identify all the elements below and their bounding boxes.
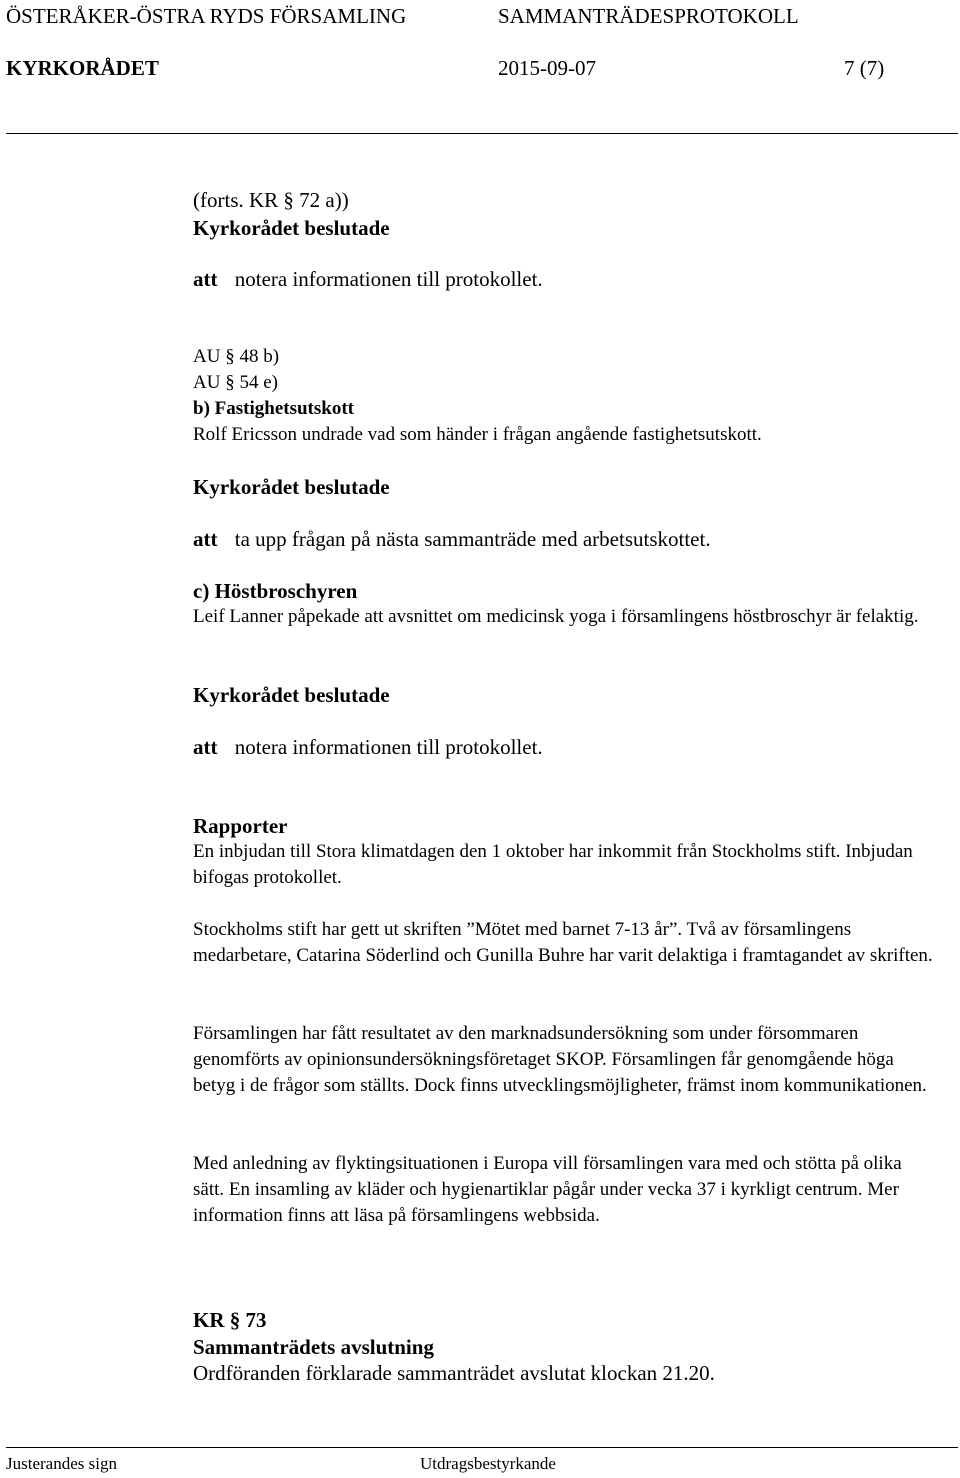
- paragraph-sign-icon: §: [229, 1308, 241, 1332]
- section-body: Ordföranden förklarade sammanträdet avslutat klockan 21.20.: [193, 1361, 715, 1385]
- page-number: 7 (7): [844, 56, 885, 80]
- paragraph-sign-icon: §: [225, 346, 235, 367]
- section-title: b) Fastighetsutskott: [193, 398, 354, 419]
- header-rule: [6, 133, 958, 134]
- section-ref: AU § 54 e): [193, 372, 278, 393]
- decision-heading: Kyrkorådet beslutade: [193, 475, 390, 499]
- decision-heading: Kyrkorådet beslutade: [193, 216, 390, 240]
- decision-line: att notera informationen till protokollet.: [193, 267, 543, 291]
- report-paragraph: Stockholms stift har gett ut skriften ”Mötet med barnet 7-13 år”. Två av församlingens medarbetare, Catarina Söderlind och Gunilla Buhre har varit delaktiga i framtagandet av skriften.: [193, 919, 933, 966]
- meeting-date: 2015-09-07: [498, 56, 596, 80]
- report-paragraph: Församlingen har fått resultatet av den marknadsundersökning som under försommaren genomförts av opinionsundersökningsföretaget SKOP. Församlingen får genomgående höga betyg i de frågor som ställts. Dock finns utvecklingsmöjligheter, främst inom kommunikationen.: [193, 1023, 927, 1096]
- document-type: SAMMANTRÄDESPROTOKOLL: [498, 4, 799, 28]
- decision-heading: Kyrkorådet beslutade: [193, 683, 390, 707]
- section-body: Leif Lanner påpekade att avsnittet om medicinsk yoga i församlingens höstbroschyr är felaktig.: [193, 606, 919, 627]
- decision-line: att notera informationen till protokollet.: [193, 735, 543, 759]
- paragraph-sign-icon: §: [283, 188, 294, 212]
- section-title: Rapporter: [193, 814, 288, 838]
- section-title: c) Höstbroschyren: [193, 579, 358, 603]
- section-ref: KR § 73: [193, 1308, 267, 1332]
- decision-line: att ta upp frågan på nästa sammanträde med arbetsutskottet.: [193, 527, 711, 551]
- section-ref: AU § 48 b): [193, 346, 280, 367]
- footer-right: Utdragsbestyrkande: [420, 1454, 556, 1473]
- body-name: KYRKORÅDET: [6, 56, 159, 80]
- report-paragraph: En inbjudan till Stora klimatdagen den 1 oktober har inkommit från Stockholms stift. Inbjudan bifogas protokollet.: [193, 841, 913, 888]
- footer-rule: [6, 1447, 958, 1448]
- footer-left: Justerandes sign: [6, 1454, 117, 1473]
- report-paragraph: Med anledning av flyktingsituationen i Europa vill församlingen vara med och stötta på olika sätt. En insamling av kläder och hygienartiklar pågår under vecka 37 i kyrkligt centrum. Mer information finns att läsa på församlingens webbsida.: [193, 1153, 902, 1226]
- section-title: Sammanträdets avslutning: [193, 1335, 434, 1359]
- org-name: ÖSTERÅKER-ÖSTRA RYDS FÖRSAMLING: [6, 4, 407, 28]
- paragraph-sign-icon: §: [225, 372, 235, 393]
- continuation-ref: (forts. KR § 72 a)): [193, 188, 349, 212]
- section-body: Rolf Ericsson undrade vad som händer i frågan angående fastighetsutskott.: [193, 424, 762, 445]
